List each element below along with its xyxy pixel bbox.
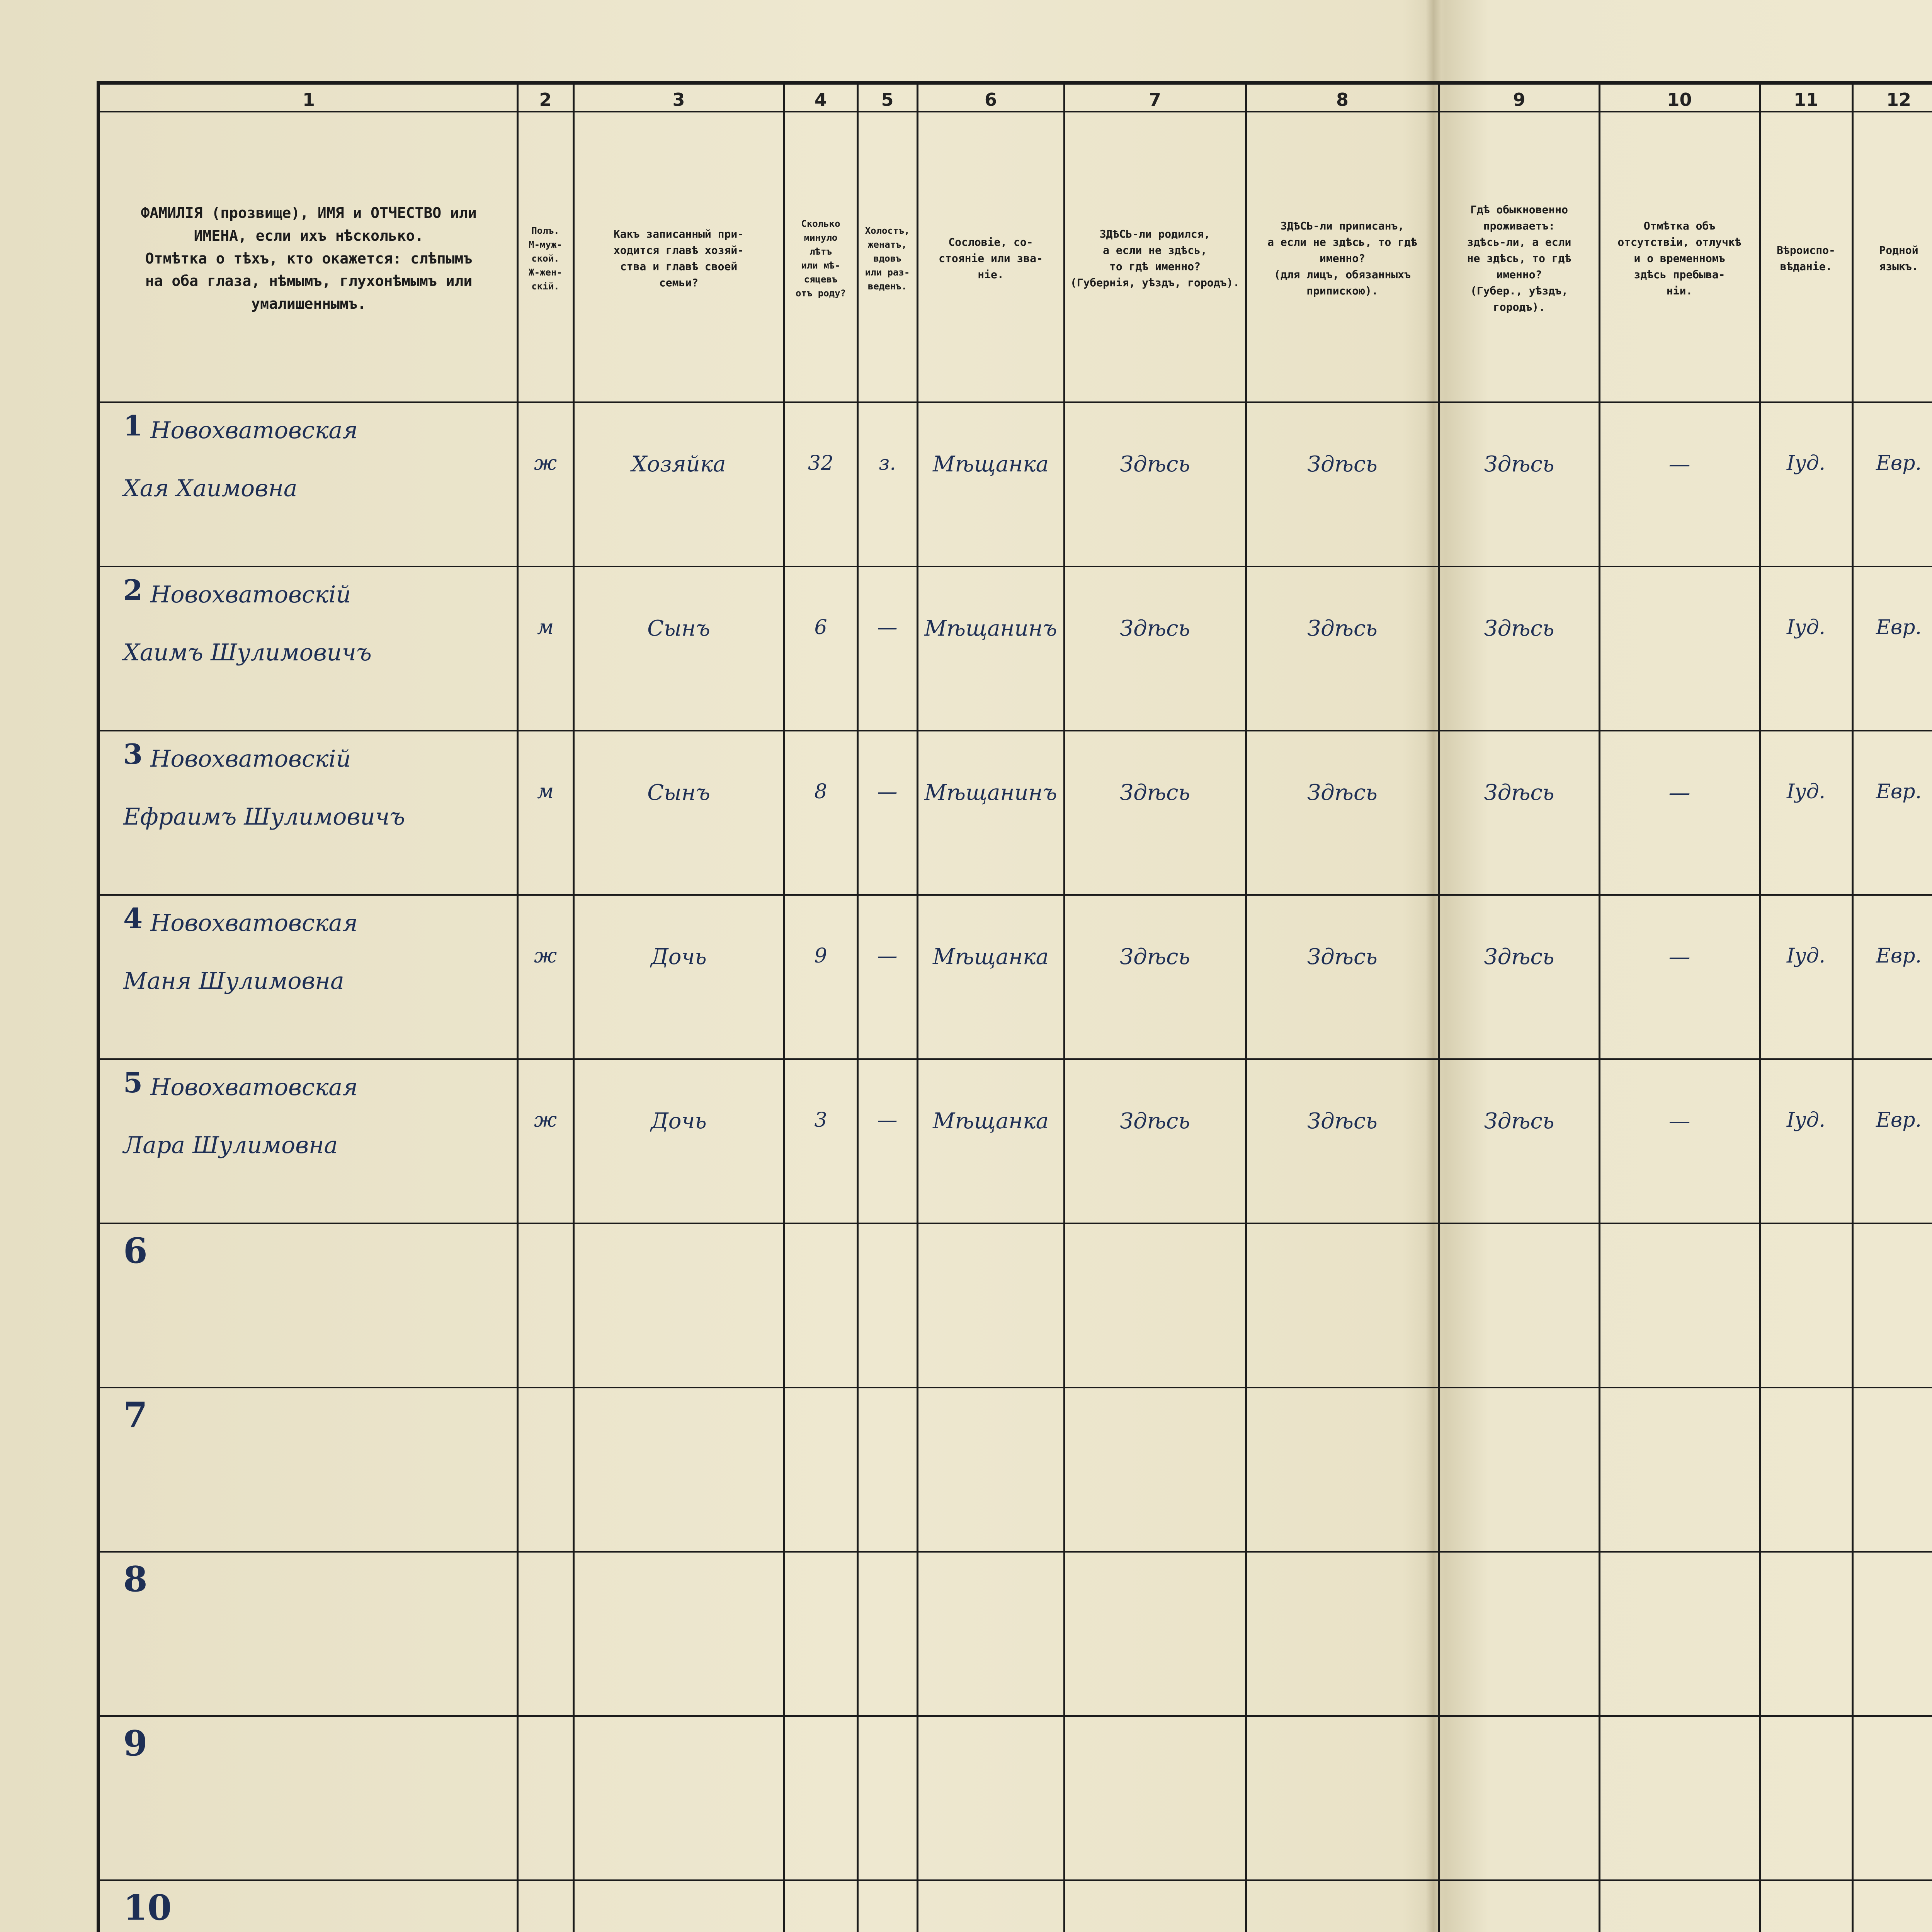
column-rule (517, 85, 519, 1932)
relation-cell: Сынъ (647, 616, 710, 641)
registered-cell: Здѣсь (1307, 780, 1378, 805)
religion-cell: Іуд. (1786, 1109, 1826, 1132)
sex-cell: ж (534, 1109, 557, 1132)
language-cell: Евр. (1876, 452, 1922, 475)
column-rule (1245, 85, 1247, 1932)
religion-cell: Іуд. (1786, 452, 1826, 475)
born-cell: Здѣсь (1120, 780, 1190, 805)
relation-cell: Хозяйка (631, 452, 726, 477)
column-number-6: 6 (984, 89, 997, 110)
estate-cell: Мѣщанинъ (924, 616, 1057, 641)
absence-cell: — (1668, 780, 1690, 805)
estate-cell: Мѣщанинъ (924, 780, 1057, 805)
row-number: 1 (123, 409, 143, 442)
column-number-7: 7 (1148, 89, 1161, 110)
age-cell: 8 (814, 780, 827, 803)
given-name-cell: Хая Хаимовна (123, 475, 298, 502)
column-number-4: 4 (814, 89, 827, 110)
header-religion: Вѣроиспо- вѣданіе. (1777, 244, 1835, 273)
sex-cell: м (537, 780, 554, 803)
row-number: 2 (123, 573, 143, 606)
row-rule (100, 1387, 1932, 1388)
age-cell: 9 (814, 944, 827, 968)
row-rule (100, 1058, 1932, 1060)
given-name-cell: Маня Шулимовна (123, 968, 344, 995)
row-number: 4 (123, 902, 143, 935)
religion-cell: Іуд. (1786, 780, 1826, 803)
language-cell: Евр. (1876, 780, 1922, 803)
column-rule (573, 85, 575, 1932)
language-cell: Евр. (1876, 616, 1922, 639)
empty-row-mark: 6 (123, 1230, 148, 1271)
header-birthplace: ЗДѢСЬ-ли родился, а если не здѣсь, то гдѣ именно? (Губернія, уѣздъ, городъ). (1070, 228, 1240, 289)
column-rule (917, 85, 918, 1932)
column-rule (783, 85, 785, 1932)
marital-cell: — (877, 616, 898, 639)
surname-cell: Новохватовская (150, 910, 358, 937)
column-rule (1852, 85, 1854, 1932)
religion-cell: Іуд. (1786, 944, 1826, 968)
header-absence: Отмѣтка объ отсутствіи, отлучкѣ и о временномъ здѣсь пребыва- ніи. (1617, 219, 1742, 297)
marital-cell: — (877, 1109, 898, 1132)
sex-cell: м (537, 616, 554, 639)
given-name-cell: Ефраимъ Шулимовичъ (123, 803, 405, 830)
surname-cell: Новохватовскій (150, 581, 351, 608)
row-rule (100, 1223, 1932, 1224)
relation-cell: Дочь (651, 944, 707, 969)
header-registered: ЗДѢСЬ-ли приписанъ, а если не здѣсь, то гдѣ именно? (для лицъ, обязанныхъ припискою). (1267, 219, 1417, 297)
estate-cell: Мѣщанка (933, 944, 1049, 969)
absence-cell: — (1668, 944, 1690, 969)
relation-cell: Сынъ (647, 780, 710, 805)
header-marital: Холостъ, женатъ, вдовъ или раз- веденъ. (865, 225, 910, 292)
estate-cell: Мѣщанка (933, 1109, 1049, 1134)
header-number-rule (100, 111, 1932, 112)
relation-cell: Дочь (651, 1109, 707, 1134)
column-number-12: 12 (1886, 89, 1911, 110)
column-number-11: 11 (1793, 89, 1818, 110)
absence-cell: — (1668, 1109, 1690, 1134)
header-estate: Сословіе, со- стояніе или зва- ніе. (939, 236, 1043, 281)
header-age: Сколько минуло лѣтъ или мѣ- сяцевъ отъ роду? (795, 218, 846, 299)
header-residence: Гдѣ обыкновенно проживаетъ: здѣсь-ли, а если не здѣсь, то гдѣ именно? (Губер., уѣздъ, городъ). (1467, 203, 1571, 313)
born-cell: Здѣсь (1120, 944, 1190, 969)
surname-cell: Новохватовская (150, 1074, 358, 1101)
born-cell: Здѣсь (1120, 452, 1190, 477)
row-rule (100, 1551, 1932, 1553)
born-cell: Здѣсь (1120, 616, 1190, 641)
column-rule (1759, 85, 1761, 1932)
age-cell: 3 (814, 1109, 827, 1132)
column-number-5: 5 (881, 89, 894, 110)
row-rule (100, 894, 1932, 896)
empty-row-mark: 10 (123, 1887, 172, 1928)
column-rule (1438, 85, 1440, 1932)
census-table (97, 81, 1932, 1932)
column-number-3: 3 (672, 89, 685, 110)
row-rule (100, 1879, 1932, 1881)
header-full-name: ФАМИЛІЯ (прозвище), ИМЯ и ОТЧЕСТВО или ИМЕНА, если ихъ нѣсколько. Отмѣтка о тѣхъ, кто окажется: слѣпымъ на оба глаза, нѣмымъ, глухонѣмымъ или умалишеннымъ. (141, 204, 477, 313)
resides-cell: Здѣсь (1484, 780, 1554, 805)
marital-cell: — (877, 780, 898, 803)
column-rule (857, 85, 859, 1932)
absence-cell: — (1668, 452, 1690, 477)
column-number-10: 10 (1667, 89, 1692, 110)
column-number-2: 2 (539, 89, 552, 110)
row-number: 3 (123, 738, 143, 770)
language-cell: Евр. (1876, 944, 1922, 968)
header-bottom-rule (100, 401, 1932, 403)
sex-cell: ж (534, 944, 557, 968)
row-rule (100, 730, 1932, 731)
row-number: 5 (123, 1066, 143, 1099)
column-rule (1063, 85, 1065, 1932)
resides-cell: Здѣсь (1484, 452, 1554, 477)
column-number-9: 9 (1513, 89, 1526, 110)
empty-row-mark: 8 (123, 1559, 148, 1600)
header-sex: Полъ. М-муж- ской. Ж-жен- скій. (529, 225, 562, 292)
born-cell: Здѣсь (1120, 1109, 1190, 1134)
age-cell: 6 (814, 616, 827, 639)
header-language: Родной языкъ. (1879, 244, 1918, 273)
marital-cell: — (877, 944, 898, 968)
age-cell: 32 (808, 452, 834, 475)
resides-cell: Здѣсь (1484, 616, 1554, 641)
registered-cell: Здѣсь (1307, 944, 1378, 969)
registered-cell: Здѣсь (1307, 452, 1378, 477)
column-number-1: 1 (302, 89, 315, 110)
resides-cell: Здѣсь (1484, 944, 1554, 969)
given-name-cell: Хаимъ Шулимовичъ (123, 639, 372, 666)
column-rule (1599, 85, 1600, 1932)
surname-cell: Новохватовская (150, 417, 358, 444)
header-relation: Какъ записанный при- ходится главѣ хозяй- ства и главѣ своей семьи? (613, 228, 744, 289)
empty-row-mark: 9 (123, 1723, 148, 1764)
given-name-cell: Лара Шулимовна (123, 1132, 338, 1159)
registered-cell: Здѣсь (1307, 616, 1378, 641)
marital-cell: з. (879, 452, 896, 475)
surname-cell: Новохватовскій (150, 745, 351, 772)
empty-row-mark: 7 (123, 1395, 148, 1435)
religion-cell: Іуд. (1786, 616, 1826, 639)
row-rule (100, 566, 1932, 567)
row-rule (100, 1715, 1932, 1717)
registered-cell: Здѣсь (1307, 1109, 1378, 1134)
resides-cell: Здѣсь (1484, 1109, 1554, 1134)
estate-cell: Мѣщанка (933, 452, 1049, 477)
sex-cell: ж (534, 452, 557, 475)
column-number-8: 8 (1336, 89, 1349, 110)
language-cell: Евр. (1876, 1109, 1922, 1132)
